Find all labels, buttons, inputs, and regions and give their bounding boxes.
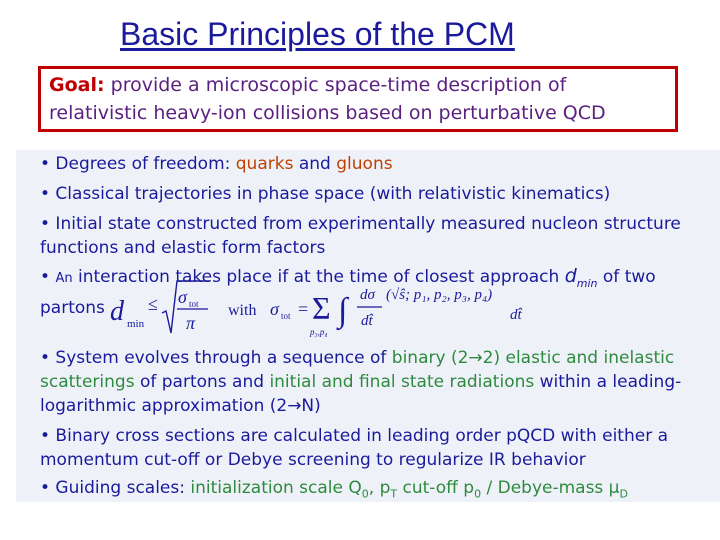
scales-text: initialization scale $Q_0$, $p_T$ cut-off $p_0$ / Debye-mass $\mu_D$ <box>190 478 628 501</box>
svg-text:dt̂: dt̂ <box>361 313 373 329</box>
slide-title: Basic Principles of the PCM <box>120 16 515 52</box>
svg-text:tot: tot <box>189 299 199 309</box>
goal-text-line1: provide a microscopic space-time description of <box>104 74 567 96</box>
bullet-degrees-of-freedom: • Degrees of freedom: quarks and gluons <box>40 154 393 174</box>
goal-label: Goal: <box>49 74 105 96</box>
svg-text:Σ: Σ <box>312 290 331 326</box>
bullet-system-evolves: • System evolves through a sequence of binary (2→2) elastic and inelastic scatterings of partons and initial and final state radiations within a leading- logarithmic approximation (2→N) <box>40 348 682 416</box>
term-gluons: gluons <box>336 154 393 174</box>
goal-text-line2: relativistic heavy-ion collisions based on perturbative QCD <box>49 102 606 124</box>
collision-criterion-formula <box>110 275 530 337</box>
svg-text:dt̂: dt̂ <box>510 307 522 323</box>
svg-text:∫: ∫ <box>338 292 348 329</box>
svg-text:p₃,p₄: p₃,p₄ <box>310 327 328 337</box>
formula-d: d <box>110 296 124 327</box>
formula-min: min <box>127 318 145 330</box>
svg-text:π: π <box>186 313 196 333</box>
svg-text:=: = <box>298 299 309 319</box>
bullet-guiding-scales: • Guiding scales: initialization scale $Q_0$, $p_T$ cut-off $p_0$ / Debye-mass $\mu_D$ <box>40 478 628 501</box>
formula-leq: ≤ <box>148 294 158 314</box>
bullet-trajectories: • Classical trajectories in phase space (with relativistic kinematics) <box>40 184 611 204</box>
term-quarks: quarks <box>235 154 294 174</box>
bullet-interaction: • An interaction takes place if at the time of closest approach $d_{min}$ of two partons <box>40 265 656 318</box>
bullet-initial-state: • Initial state constructed from experimentally measured nucleon structure functions and elastic form factors <box>40 214 681 258</box>
svg-text:σ: σ <box>178 287 187 307</box>
dmin-symbol: $d_{min}$ <box>564 265 598 290</box>
svg-text:(√ŝ; p₁, p₂, p₃, p₄): (√ŝ; p₁, p₂, p₃, p₄) <box>386 287 493 303</box>
svg-text:tot: tot <box>281 311 291 321</box>
svg-text:σ: σ <box>270 299 279 319</box>
bullet-cross-sections: • Binary cross sections are calculated in leading order pQCD with either a momentum cut-off or Debye screening to regularize IR behavior <box>40 426 669 470</box>
formula-with: with <box>228 302 257 319</box>
goal-box <box>38 66 678 132</box>
svg-text:dσ: dσ <box>360 287 375 303</box>
